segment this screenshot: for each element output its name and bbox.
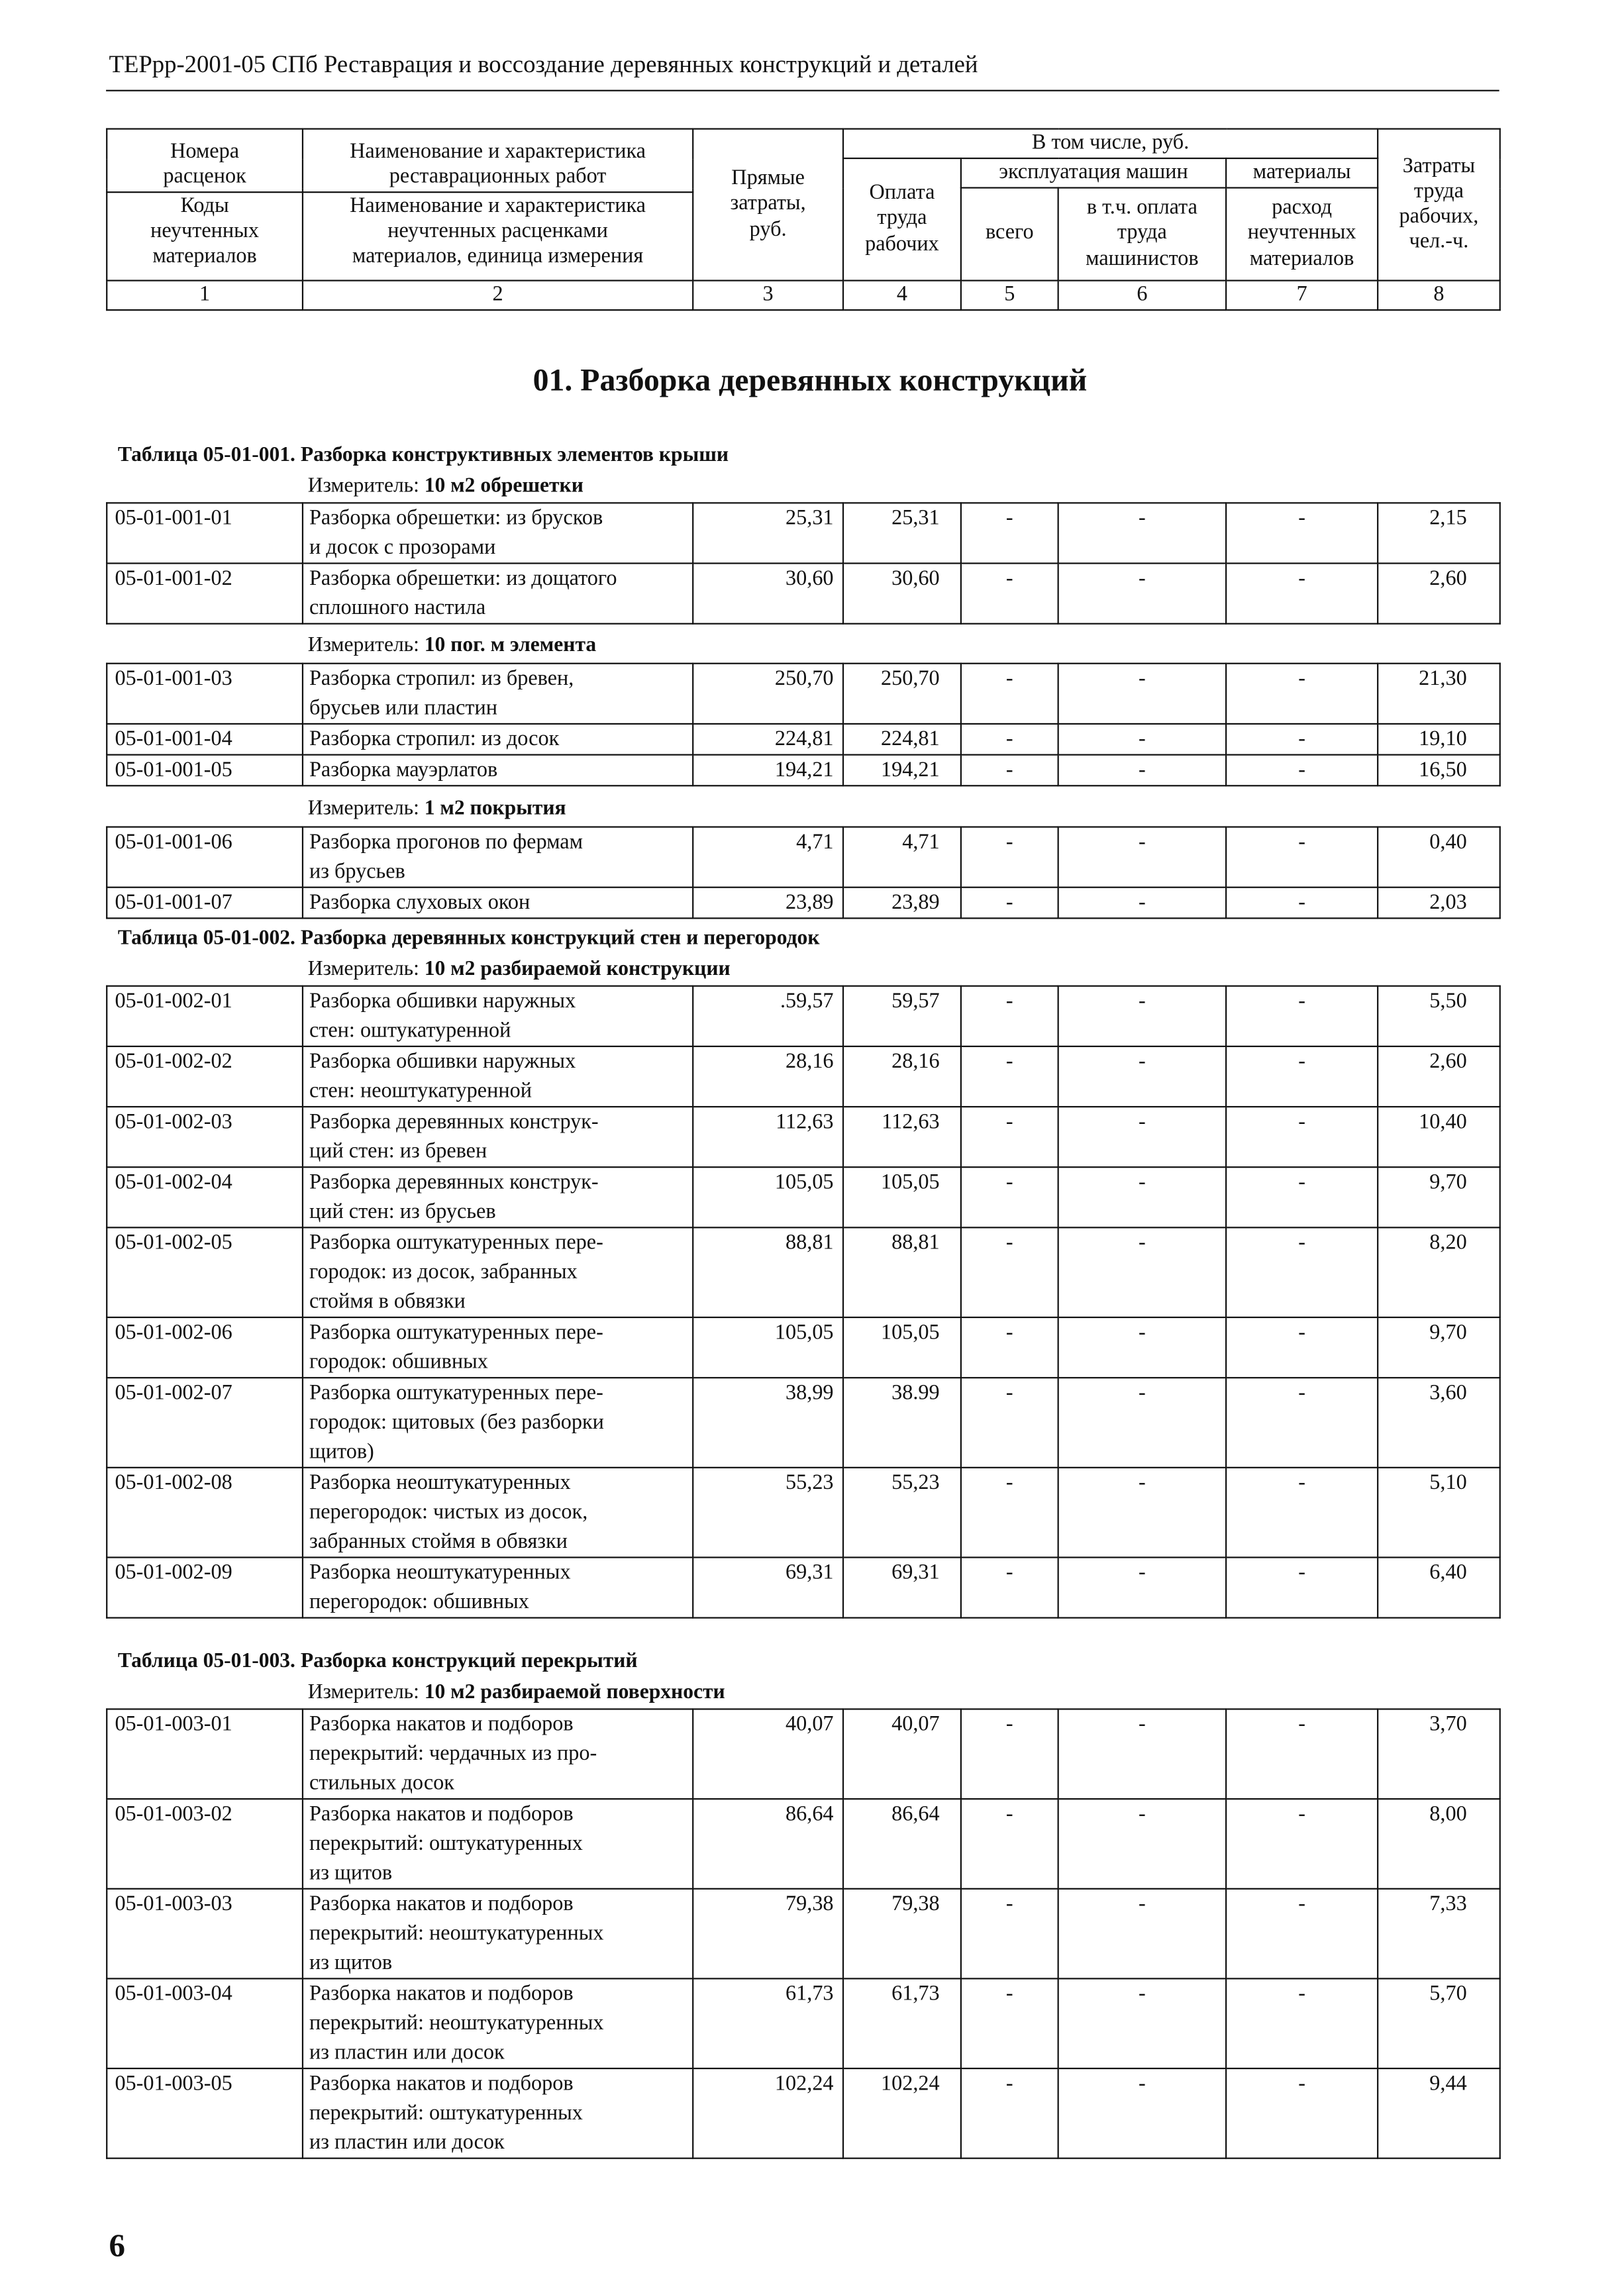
work-name-line: перекрытий: неоштукатуренных — [309, 1921, 604, 1946]
machinist-pay-cell: - — [1058, 1889, 1226, 1979]
work-name-line: Разборка накатов и подборов — [309, 1713, 574, 1737]
worker-pay-cell: 112,63 — [843, 1107, 961, 1167]
direct-costs-cell: 105,05 — [693, 1317, 843, 1378]
work-name-line: забранных стоймя в обвязки — [309, 1530, 568, 1554]
direct-costs-cell: .59,57 — [693, 986, 843, 1046]
worker-pay-cell: 4,71 — [843, 827, 961, 888]
rate-code-cell: 05-01-003-01 — [107, 1709, 303, 1799]
col-number: 5 — [961, 281, 1058, 310]
table-row — [107, 986, 1500, 1046]
work-name-line: перекрытий: чердачных из про- — [309, 1742, 597, 1766]
col-work-name: Наименование и характеристика реставрационных работ Наименование и характеристика неучтенных расценками материалов, единица измерения — [303, 129, 693, 281]
direct-costs-cell: 28,16 — [693, 1046, 843, 1107]
work-name-cell — [303, 564, 693, 624]
rate-code-cell: 05-01-002-01 — [107, 986, 303, 1046]
work-name-line: Разборка прогонов по фермам — [309, 831, 584, 854]
work-name-line: стен: оштукатуренной — [309, 1019, 511, 1043]
work-name-line: городок: обшивных — [309, 1350, 488, 1374]
worker-pay-cell: 61,73 — [843, 1978, 961, 2068]
worker-pay-cell: 105,05 — [843, 1317, 961, 1378]
work-name-line: из щитов — [309, 1861, 393, 1886]
work-name-line: Разборка обшивки наружных — [309, 989, 576, 1013]
direct-costs-cell: 79,38 — [693, 1889, 843, 1979]
col-direct-costs: Прямые затраты, руб. — [693, 129, 843, 281]
worker-pay-cell: 23,89 — [843, 888, 961, 919]
direct-costs-cell: 30,60 — [693, 564, 843, 624]
direct-costs-cell: 55,23 — [693, 1468, 843, 1558]
work-name-cell — [303, 755, 693, 786]
labor-hours-cell: 9,70 — [1378, 1317, 1500, 1378]
machinist-pay-cell: - — [1058, 888, 1226, 919]
unaccounted-materials-cell: - — [1226, 1709, 1378, 1799]
table-row — [107, 1107, 1500, 1167]
table-row — [107, 1799, 1500, 1889]
labor-hours-cell: 19,10 — [1378, 724, 1500, 755]
labor-hours-cell: 10,40 — [1378, 1107, 1500, 1167]
work-name-line: Разборка стропил: из бревен, — [309, 667, 574, 691]
unaccounted-materials-cell: - — [1226, 503, 1378, 563]
table-row — [107, 1227, 1500, 1317]
worker-pay-cell: 86,64 — [843, 1799, 961, 1889]
unaccounted-materials-cell: - — [1226, 888, 1378, 919]
unaccounted-materials-cell: - — [1226, 664, 1378, 724]
direct-costs-cell: 61,73 — [693, 1978, 843, 2068]
work-name-cell — [303, 986, 693, 1046]
work-name-cell — [303, 1167, 693, 1227]
work-name-line: сплошного настила — [309, 596, 486, 621]
table-row — [107, 755, 1500, 786]
unaccounted-materials-cell: - — [1226, 1046, 1378, 1107]
unaccounted-materials-cell: - — [1226, 1799, 1378, 1889]
rate-code-cell: 05-01-002-03 — [107, 1107, 303, 1167]
table-row — [107, 1978, 1500, 2068]
machines-total-cell: - — [961, 2068, 1058, 2158]
table-row — [107, 503, 1500, 563]
machines-total-cell: - — [961, 1167, 1058, 1227]
table-row — [107, 2068, 1500, 2158]
worker-pay-cell: 69,31 — [843, 1557, 961, 1617]
worker-pay-cell: 59,57 — [843, 986, 961, 1046]
work-name-line: Разборка оштукатуренных пере- — [309, 1231, 603, 1255]
unaccounted-materials-cell: - — [1226, 1317, 1378, 1378]
machinist-pay-cell: - — [1058, 1709, 1226, 1799]
rates-table — [106, 826, 1501, 919]
rates-table — [106, 986, 1501, 1619]
work-name-line: брусьев или пластин — [309, 696, 498, 721]
work-name-line: Разборка накатов и подборов — [309, 1802, 574, 1827]
unaccounted-materials-cell: - — [1226, 755, 1378, 786]
rates-block — [106, 663, 1499, 787]
work-name-line: Разборка оштукатуренных пере- — [309, 1381, 603, 1405]
rate-code-cell: 05-01-002-07 — [107, 1378, 303, 1468]
unaccounted-materials-cell: - — [1226, 1889, 1378, 1979]
col-group-machines: эксплуатация машин — [961, 158, 1226, 187]
rates-table — [106, 663, 1501, 787]
column-header-table — [106, 128, 1501, 311]
unaccounted-materials-cell: - — [1226, 1107, 1378, 1167]
unaccounted-materials-cell: - — [1226, 1468, 1378, 1558]
rate-code-cell: 05-01-003-05 — [107, 2068, 303, 2158]
col-worker-pay: Оплата труда рабочих — [843, 158, 961, 281]
rate-code-cell: 05-01-001-03 — [107, 664, 303, 724]
labor-hours-cell: 5,70 — [1378, 1978, 1500, 2068]
col-group-including: В том числе, руб. — [843, 129, 1378, 158]
rate-code-cell: 05-01-002-09 — [107, 1557, 303, 1617]
col-number: 7 — [1226, 281, 1378, 310]
unaccounted-materials-cell: - — [1226, 1167, 1378, 1227]
machines-total-cell: - — [961, 1317, 1058, 1378]
direct-costs-cell: 250,70 — [693, 664, 843, 724]
rates-table — [106, 1708, 1501, 2158]
work-name-line: Разборка деревянных конструк- — [309, 1170, 599, 1195]
worker-pay-cell: 38.99 — [843, 1378, 961, 1468]
machinist-pay-cell: - — [1058, 664, 1226, 724]
rate-code-cell: 05-01-001-07 — [107, 888, 303, 919]
machines-total-cell: - — [961, 724, 1058, 755]
work-name-line: городок: из досок, забранных — [309, 1260, 578, 1284]
machines-total-cell: - — [961, 986, 1058, 1046]
work-name-cell — [303, 1709, 693, 1799]
table-row — [107, 1557, 1500, 1617]
col-labor-hours: Затраты труда рабочих, чел.-ч. — [1378, 129, 1500, 281]
work-name-line: Разборка обрешетки: из брусков — [309, 506, 603, 531]
work-name-line: Разборка стропил: из досок — [309, 727, 560, 752]
col-unaccounted-materials: расход неучтенных материалов — [1226, 188, 1378, 281]
work-name-cell — [303, 2068, 693, 2158]
page-number: 6 — [109, 2227, 126, 2264]
machinist-pay-cell: - — [1058, 1107, 1226, 1167]
measure-line: Измеритель: 10 м2 обрешетки — [307, 474, 584, 498]
direct-costs-cell: 25,31 — [693, 503, 843, 563]
direct-costs-cell: 4,71 — [693, 827, 843, 888]
worker-pay-cell: 250,70 — [843, 664, 961, 724]
col-number: 3 — [693, 281, 843, 310]
table-row — [107, 1046, 1500, 1107]
work-name-line: Разборка неоштукатуренных — [309, 1471, 571, 1495]
labor-hours-cell: 5,50 — [1378, 986, 1500, 1046]
col-rate-codes: Номера расценок Коды неучтенных материалов — [107, 129, 303, 281]
col-machines-total: всего — [961, 188, 1058, 281]
work-name-cell — [303, 1227, 693, 1317]
measure-line: Измеритель: 1 м2 покрытия — [307, 796, 566, 821]
table-row — [107, 664, 1500, 724]
machines-total-cell: - — [961, 827, 1058, 888]
table-row — [107, 1889, 1500, 1979]
work-name-cell — [303, 888, 693, 919]
machinist-pay-cell: - — [1058, 1046, 1226, 1107]
table-caption: Таблица 05-01-003. Разборка конструкций перекрытий — [117, 1649, 638, 1674]
unaccounted-materials-cell: - — [1226, 2068, 1378, 2158]
work-name-line: из брусьев — [309, 860, 405, 884]
work-name-line: Разборка накатов и подборов — [309, 2072, 574, 2096]
work-name-cell — [303, 1978, 693, 2068]
col-number: 1 — [107, 281, 303, 310]
col-number: 4 — [843, 281, 961, 310]
rate-code-cell: 05-01-002-04 — [107, 1167, 303, 1227]
labor-hours-cell: 2,15 — [1378, 503, 1500, 563]
machines-total-cell: - — [961, 888, 1058, 919]
machinist-pay-cell: - — [1058, 564, 1226, 624]
worker-pay-cell: 79,38 — [843, 1889, 961, 1979]
direct-costs-cell: 40,07 — [693, 1709, 843, 1799]
table-row — [107, 1709, 1500, 1799]
work-name-cell — [303, 1468, 693, 1558]
direct-costs-cell: 102,24 — [693, 2068, 843, 2158]
work-name-cell — [303, 724, 693, 755]
work-name-cell — [303, 664, 693, 724]
measure-line: Измеритель: 10 м2 разбираемой поверхности — [307, 1680, 725, 1704]
machinist-pay-cell: - — [1058, 1167, 1226, 1227]
rates-block — [106, 1708, 1499, 2158]
work-name-line: перекрытий: оштукатуренных — [309, 2102, 583, 2125]
work-name-line: городок: щитовых (без разборки — [309, 1411, 604, 1435]
work-name-line: из пластин или досок — [309, 2041, 505, 2065]
machines-total-cell: - — [961, 1468, 1058, 1558]
table-row — [107, 888, 1500, 919]
work-name-cell — [303, 503, 693, 563]
rate-code-cell: 05-01-002-02 — [107, 1046, 303, 1107]
machines-total-cell: - — [961, 1889, 1058, 1979]
rate-code-cell: 05-01-003-02 — [107, 1799, 303, 1889]
work-name-line: из пластин или досок — [309, 2131, 505, 2155]
labor-hours-cell: 2,60 — [1378, 1046, 1500, 1107]
work-name-line: Разборка мауэрлатов — [309, 758, 498, 782]
work-name-cell — [303, 827, 693, 888]
direct-costs-cell: 88,81 — [693, 1227, 843, 1317]
unaccounted-materials-cell: - — [1226, 1978, 1378, 2068]
machinist-pay-cell: - — [1058, 1317, 1226, 1378]
table-row — [107, 1317, 1500, 1378]
labor-hours-cell: 8,00 — [1378, 1799, 1500, 1889]
table-row — [107, 827, 1500, 888]
rate-code-cell: 05-01-001-02 — [107, 564, 303, 624]
machines-total-cell: - — [961, 1799, 1058, 1889]
work-name-line: стоймя в обвязки — [309, 1290, 466, 1314]
work-name-line: Разборка накатов и подборов — [309, 1982, 574, 2006]
machines-total-cell: - — [961, 1227, 1058, 1317]
work-name-cell — [303, 1889, 693, 1979]
machinist-pay-cell: - — [1058, 724, 1226, 755]
unaccounted-materials-cell: - — [1226, 827, 1378, 888]
worker-pay-cell: 30,60 — [843, 564, 961, 624]
work-name-line: Разборка обшивки наружных — [309, 1050, 576, 1074]
table-caption: Таблица 05-01-002. Разборка деревянных конструкций стен и перегородок — [117, 926, 820, 950]
labor-hours-cell: 2,03 — [1378, 888, 1500, 919]
machinist-pay-cell: - — [1058, 986, 1226, 1046]
direct-costs-cell: 86,64 — [693, 1799, 843, 1889]
table-row — [107, 564, 1500, 624]
labor-hours-cell: 8,20 — [1378, 1227, 1500, 1317]
labor-hours-cell: 7,33 — [1378, 1889, 1500, 1979]
rate-code-cell: 05-01-003-03 — [107, 1889, 303, 1979]
work-name-line: щитов) — [309, 1440, 374, 1464]
labor-hours-cell: 3,60 — [1378, 1378, 1500, 1468]
machinist-pay-cell: - — [1058, 503, 1226, 563]
direct-costs-cell: 194,21 — [693, 755, 843, 786]
direct-costs-cell: 38,99 — [693, 1378, 843, 1468]
machines-total-cell: - — [961, 1557, 1058, 1617]
measure-line: Измеритель: 10 м2 разбираемой конструкции — [307, 957, 731, 981]
rates-table — [106, 502, 1501, 625]
machinist-pay-cell: - — [1058, 1468, 1226, 1558]
machines-total-cell: - — [961, 564, 1058, 624]
worker-pay-cell: 40,07 — [843, 1709, 961, 1799]
worker-pay-cell: 105,05 — [843, 1167, 961, 1227]
machinist-pay-cell: - — [1058, 1378, 1226, 1468]
labor-hours-cell: 6,40 — [1378, 1557, 1500, 1617]
rate-code-cell: 05-01-002-06 — [107, 1317, 303, 1378]
labor-hours-cell: 16,50 — [1378, 755, 1500, 786]
worker-pay-cell: 224,81 — [843, 724, 961, 755]
header-rule — [106, 90, 1499, 91]
labor-hours-cell: 2,60 — [1378, 564, 1500, 624]
work-name-line: Разборка неоштукатуренных — [309, 1561, 571, 1585]
direct-costs-cell: 224,81 — [693, 724, 843, 755]
machines-total-cell: - — [961, 1378, 1058, 1468]
measure-line: Измеритель: 10 пог. м элемента — [307, 633, 597, 657]
work-name-line: стен: неоштукатуренной — [309, 1079, 532, 1103]
col-number: 6 — [1058, 281, 1226, 310]
direct-costs-cell: 69,31 — [693, 1557, 843, 1617]
work-name-line: и досок с прозорами — [309, 536, 496, 560]
machinist-pay-cell: - — [1058, 1557, 1226, 1617]
work-name-line: из щитов — [309, 1951, 393, 1975]
work-name-line: перегородок: обшивных — [309, 1590, 529, 1615]
labor-hours-cell: 5,10 — [1378, 1468, 1500, 1558]
work-name-line: Разборка накатов и подборов — [309, 1892, 574, 1916]
rate-code-cell: 05-01-002-05 — [107, 1227, 303, 1317]
machines-total-cell: - — [961, 755, 1058, 786]
work-name-line: перегородок: чистых из досок, — [309, 1500, 588, 1525]
labor-hours-cell: 9,44 — [1378, 2068, 1500, 2158]
section-title: 01. Разборка деревянных конструкций — [533, 362, 1088, 398]
machines-total-cell: - — [961, 1107, 1058, 1167]
direct-costs-cell: 105,05 — [693, 1167, 843, 1227]
rate-code-cell: 05-01-003-04 — [107, 1978, 303, 2068]
worker-pay-cell: 25,31 — [843, 503, 961, 563]
work-name-line: ций стен: из бревен — [309, 1140, 487, 1164]
machines-total-cell: - — [961, 1046, 1058, 1107]
work-name-line: Разборка оштукатуренных пере- — [309, 1321, 603, 1345]
rates-block — [106, 986, 1499, 1619]
table-row — [107, 1167, 1500, 1227]
unaccounted-materials-cell: - — [1226, 724, 1378, 755]
machines-total-cell: - — [961, 503, 1058, 563]
table-row — [107, 1468, 1500, 1558]
work-name-line: ций стен: из брусьев — [309, 1200, 496, 1224]
labor-hours-cell: 21,30 — [1378, 664, 1500, 724]
worker-pay-cell: 194,21 — [843, 755, 961, 786]
work-name-cell — [303, 1046, 693, 1107]
rate-code-cell: 05-01-001-04 — [107, 724, 303, 755]
machines-total-cell: - — [961, 1709, 1058, 1799]
machinist-pay-cell: - — [1058, 827, 1226, 888]
work-name-line: перекрытий: неоштукатуренных — [309, 2011, 604, 2036]
machines-total-cell: - — [961, 664, 1058, 724]
worker-pay-cell: 55,23 — [843, 1468, 961, 1558]
rate-code-cell: 05-01-001-05 — [107, 755, 303, 786]
direct-costs-cell: 23,89 — [693, 888, 843, 919]
rate-code-cell: 05-01-001-06 — [107, 827, 303, 888]
col-number: 8 — [1378, 281, 1500, 310]
work-name-cell — [303, 1378, 693, 1468]
rate-code-cell: 05-01-001-01 — [107, 503, 303, 563]
machinist-pay-cell: - — [1058, 1799, 1226, 1889]
table-row — [107, 724, 1500, 755]
running-header: ТЕРрр-2001-05 СПб Реставрация и воссоздание деревянных конструкций и деталей — [109, 50, 978, 78]
labor-hours-cell: 9,70 — [1378, 1167, 1500, 1227]
direct-costs-cell: 112,63 — [693, 1107, 843, 1167]
work-name-line: перекрытий: оштукатуренных — [309, 1832, 583, 1856]
unaccounted-materials-cell: - — [1226, 1378, 1378, 1468]
labor-hours-cell: 3,70 — [1378, 1709, 1500, 1799]
work-name-line: Разборка обрешетки: из дощатого — [309, 567, 617, 591]
machinist-pay-cell: - — [1058, 755, 1226, 786]
work-name-line: Разборка деревянных конструк- — [309, 1110, 599, 1135]
table-caption: Таблица 05-01-001. Разборка конструктивных элементов крыши — [117, 443, 729, 467]
work-name-line: стильных досок — [309, 1771, 454, 1796]
unaccounted-materials-cell: - — [1226, 1557, 1378, 1617]
labor-hours-cell: 0,40 — [1378, 827, 1500, 888]
worker-pay-cell: 102,24 — [843, 2068, 961, 2158]
rates-block — [106, 502, 1499, 625]
machinist-pay-cell: - — [1058, 1978, 1226, 2068]
table-row — [107, 1378, 1500, 1468]
rate-code-cell: 05-01-002-08 — [107, 1468, 303, 1558]
col-group-materials: материалы — [1226, 158, 1378, 187]
work-name-cell — [303, 1107, 693, 1167]
work-name-cell — [303, 1557, 693, 1617]
machinist-pay-cell: - — [1058, 1227, 1226, 1317]
unaccounted-materials-cell: - — [1226, 986, 1378, 1046]
unaccounted-materials-cell: - — [1226, 1227, 1378, 1317]
work-name-cell — [303, 1799, 693, 1889]
work-name-line: Разборка слуховых окон — [309, 891, 531, 915]
machinist-pay-cell: - — [1058, 2068, 1226, 2158]
unaccounted-materials-cell: - — [1226, 564, 1378, 624]
work-name-cell — [303, 1317, 693, 1378]
col-number: 2 — [303, 281, 693, 310]
machines-total-cell: - — [961, 1978, 1058, 2068]
worker-pay-cell: 88,81 — [843, 1227, 961, 1317]
rates-block — [106, 826, 1499, 919]
col-machinist-pay: в т.ч. оплата труда машинистов — [1058, 188, 1226, 281]
worker-pay-cell: 28,16 — [843, 1046, 961, 1107]
